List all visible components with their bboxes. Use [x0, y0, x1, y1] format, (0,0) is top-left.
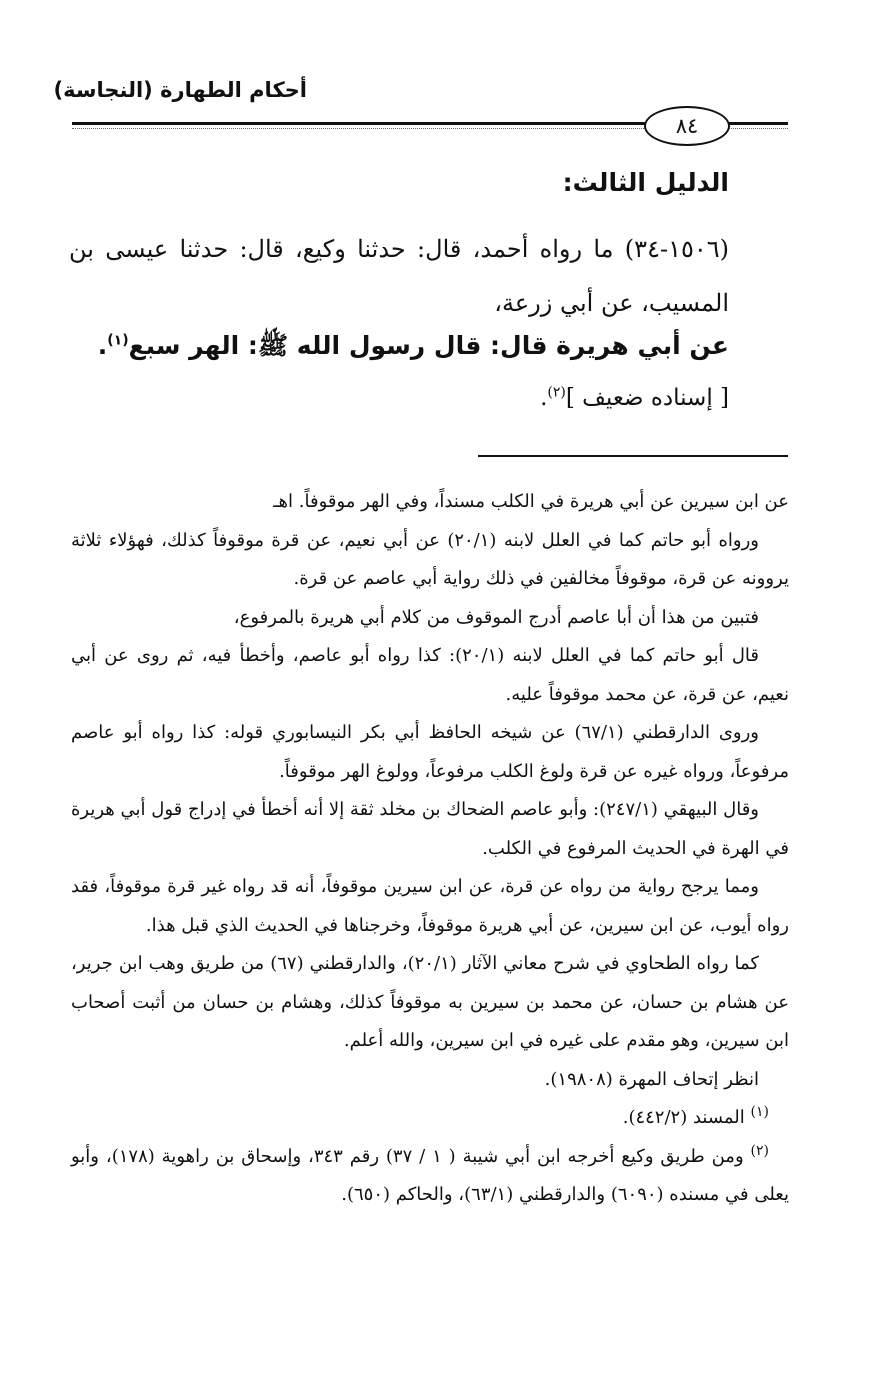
footnote-paragraph: انظر إتحاف المهرة (١٩٨٠٨). [544, 1068, 759, 1090]
footnote-paragraph: كما رواه الطحاوي في شرح معاني الآثار (٢٠/١)، والدارقطني (٦٧) من طريق وهب ابن جرير، عن هشام بن حسان، عن محمد بن سيرين به موقوفاً كذلك، وهشام بن حسان من أثبت أصحاب ابن سيرين، وهو مقدم على غيره في ابن سيرين، والله أعلم. [71, 953, 789, 1051]
footnote-paragraph: وروى الدارقطني (٦٧/١) عن شيخه الحافظ أبي بكر النيسابوري قوله: كذا رواه أبو عاصم مرفوعاً، ورواه غيره عن قرة ولوغ الكلب مرفوعاً، وولوغ الهر موقوفاً. [71, 722, 789, 782]
footnote-paragraph: قال أبو حاتم كما في العلل لابنه (٢٠/١): كذا رواه أبو عاصم، وأخطأ فيه، ثم روى عن أبي نعيم، عن قرة، عن محمد موقوفاً عليه. [71, 645, 789, 705]
hadith-text-end: . [97, 331, 108, 360]
running-title: أحكام الطهارة (النجاسة) [53, 78, 307, 102]
footnote-paragraph: وقال البيهقي (٢٤٧/١): وأبو عاصم الضحاك بن مخلد ثقة إلا أنه أخطأ في إدراج قول أبي هريرة في الهرة في الحديث المرفوع في الكلب. [71, 799, 789, 859]
footnote-notes [71, 1099, 789, 1215]
footnote-paragraph: عن ابن سيرين عن أبي هريرة في الكلب مسنداً، وفي الهر موقوفاً. اهـ [273, 491, 789, 512]
footnote-paragraph: ومما يرجح رواية من رواه عن قرة، عن ابن سيرين موقوفاً، أنه قد رواه غير قرة موقوفاً، فقد رواه أيوب، عن ابن سيرين، عن أبي هريرة موقوفاً، وخرجناها في الحديث الذي قبل هذا. [71, 876, 789, 936]
page-number [644, 106, 730, 146]
isnad-grade-end: . [540, 385, 548, 411]
footnote-marker: (٢) [750, 1142, 769, 1159]
footnotes [71, 483, 789, 1215]
footnote-note [71, 1138, 789, 1215]
footnote-note [71, 1099, 789, 1138]
section-heading: الدليل الثالث: [562, 168, 729, 197]
footnote-ref-1: (١) [107, 332, 129, 349]
page-number-text: ٨٤ [675, 114, 699, 138]
isnad-grade-text: [ إسناده ضعيف ] [565, 385, 729, 411]
footnote-ref-2: (٢) [547, 384, 566, 401]
footnote-note-text: ومن طريق وكيع أخرجه ابن أبي شيبة ( ١ / ٣٧) رقم ٣٤٣، وإسحاق بن راهوية (١٧٨)، وأبو يعلى في مسنده (٦٠٩٠) والدارقطني (٦٣/١)، والحاكم (٦٥٠). [71, 1145, 789, 1205]
footnote-paragraph: فتبين من هذا أن أبا عاصم أدرج الموقوف من كلام أبي هريرة بالمرفوع، [233, 606, 759, 628]
hadith-text [98, 330, 729, 367]
footnote-note-text: المسند (٤٤٢/٢). [622, 1107, 745, 1128]
footnote-paragraphs [71, 483, 789, 1099]
isnad-grade [540, 385, 729, 411]
hadith-text-body: عن أبي هريرة قال: قال رسول الله ﷺ: الهر سبع [128, 331, 729, 360]
footnote-separator [478, 455, 788, 457]
hadith-chain: (١٥٠٦-٣٤) ما رواه أحمد، قال: حدثنا وكيع، قال: حدثنا عيسى بن المسيب، عن أبي زرعة، [69, 235, 729, 317]
footnote-paragraph: ورواه أبو حاتم كما في العلل لابنه (٢٠/١) عن أبي نعيم، عن قرة موقوفاً كذلك، فهؤلاء ثلاثة يروونه عن قرة، موقوفاً مخالفين في ذلك رواية أبي عاصم عن قرة. [71, 529, 789, 589]
footnote-marker: (١) [750, 1104, 769, 1120]
